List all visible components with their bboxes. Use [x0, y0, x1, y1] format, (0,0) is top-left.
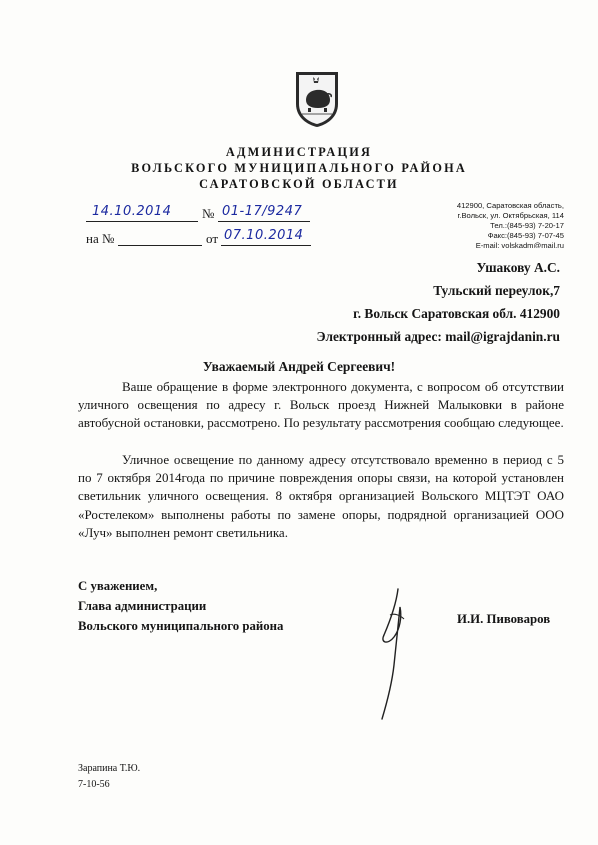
org-title-line2: ВОЛЬСКОГО МУНИЦИПАЛЬНОГО РАЙОНА: [131, 161, 467, 175]
signature-position-2: Вольского муниципального района: [78, 619, 284, 633]
contact-address-line1: 412900, Саратовская область,: [456, 201, 564, 210]
coat-of-arms-emblem: [294, 70, 340, 128]
signature-position-1: Глава администрации: [78, 599, 207, 613]
body-paragraph-1: Ваше обращение в форме электронного документа, с вопросом об отсутствии уличного освещения по адресу г. Вольск проезд Нижней Малыковки в районе автобусной остановки, рассмотрено. По результату рассмотрения сообщаю следующее.: [78, 379, 564, 431]
contact-phone: Тел.:(845-93) 7-20-17: [490, 220, 564, 230]
incoming-number-underline: [118, 245, 202, 246]
recipient-name: Ушакову А.С.: [476, 260, 560, 275]
signature-closing: С уважением,: [78, 579, 158, 593]
contact-address-line2: г.Вольск, ул. Октябрьская, 114: [457, 210, 564, 220]
executor-info: [78, 761, 140, 793]
number-label: №: [202, 206, 215, 221]
handwritten-signature: [360, 585, 440, 725]
contact-fax: Факс:(845-93) 7-07-45: [487, 230, 564, 240]
org-title-line3: САРАТОВСКОЙ ОБЛАСТИ: [199, 177, 399, 191]
date-underline: [86, 221, 198, 222]
greeting: Уважаемый Андрей Сергеевич!: [202, 359, 396, 374]
recipient-email: Электронный адрес: mail@igrajdanin.ru: [316, 329, 560, 344]
body-paragraph-2: Уличное освещение по данному адресу отсутствовало временно в период с 5 по 7 октября 2014года по причине повреждения опоры связи, на которой установлен светильник уличного освещения. 8 октября организацией Вольского МЦТЭТ ОАО «Ростелеком» выполнены работы по замене опоры, подрядной организацией ООО «Луч» выполнен ремонт светильника.: [78, 452, 564, 540]
executor-phone: 7-10-56: [78, 779, 110, 790]
org-title-line1: АДМИНИСТРАЦИЯ: [225, 145, 373, 159]
contact-email: E-mail: volskadm@mail.ru: [475, 240, 564, 248]
incoming-number-label: на №: [86, 231, 115, 246]
incoming-date: 07.10.2014: [224, 228, 304, 243]
outgoing-number: 01-17/9247: [222, 204, 303, 219]
recipient-city: г. Вольск Саратовская обл. 412900: [353, 306, 560, 321]
executor-name: Зарапина Т.Ю.: [78, 763, 141, 774]
signer-name: И.И. Пивоваров: [457, 612, 551, 626]
org-contact-info: [432, 201, 564, 248]
number-underline: [218, 221, 310, 222]
incoming-date-label: от: [206, 231, 219, 246]
outgoing-date: 14.10.2014: [92, 204, 172, 219]
incoming-date-underline: [221, 245, 311, 246]
recipient-street: Тульский переулок,7: [433, 283, 560, 298]
